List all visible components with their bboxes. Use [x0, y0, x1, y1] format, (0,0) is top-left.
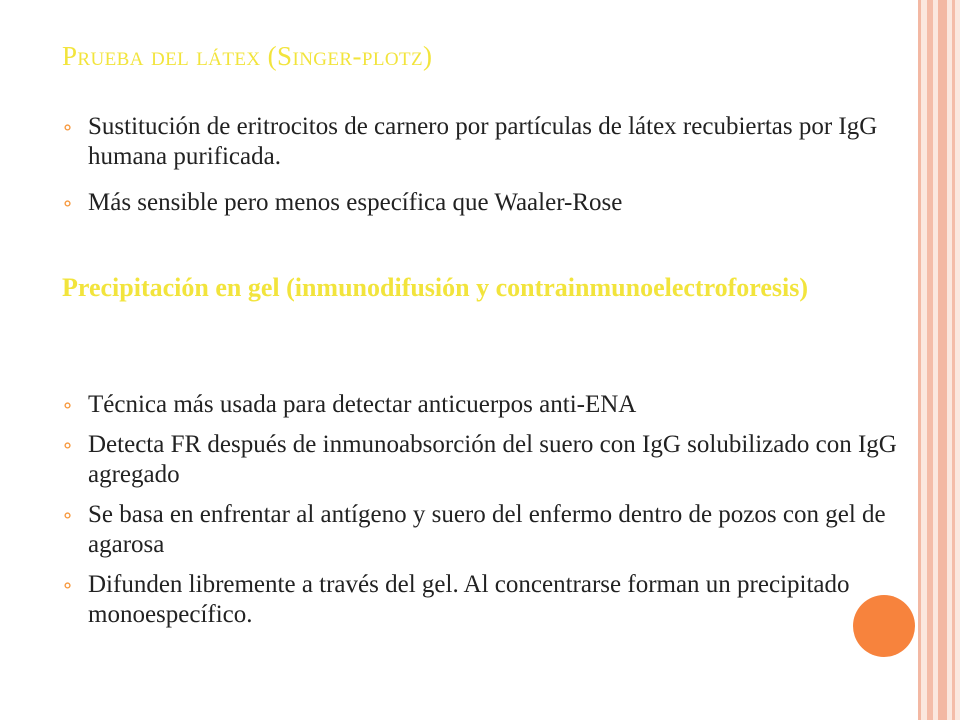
- main-bullet-list: [60, 390, 908, 640]
- bullet-text: Se basa en enfrentar al antígeno y suero del enfermo dentro de pozos con gel de agarosa: [88, 501, 886, 558]
- bullet-text: Sustitución de eritrocitos de carnero por partículas de látex recubiertas por IgG humana purificada.: [88, 113, 878, 170]
- bullet-item: [60, 430, 908, 490]
- slide-title: Prueba del látex (Singer-plotz): [62, 41, 433, 71]
- bullet-icon: ⚬: [60, 194, 76, 215]
- bullet-item: [60, 500, 908, 560]
- decorative-stripe: [938, 0, 947, 720]
- decorative-stripe: [952, 0, 955, 720]
- bullet-icon: ⚬: [60, 506, 76, 527]
- decorative-stripe: [927, 0, 933, 720]
- bullet-text: Técnica más usada para detectar anticuerpos anti-ENA: [88, 391, 637, 418]
- decorative-stripe: [918, 0, 921, 720]
- section-subheading: Precipitación en gel (inmunodifusión y contrainmunoelectroforesis): [62, 273, 809, 302]
- bullet-text: Detecta FR después de inmunoabsorción del suero con IgG solubilizado con IgG agregado: [88, 431, 897, 488]
- bullet-icon: ⚬: [60, 118, 76, 139]
- bullet-text: Más sensible pero menos específica que Waaler-Rose: [88, 189, 623, 216]
- intro-bullet-list: [60, 112, 908, 218]
- bullet-icon: ⚬: [60, 396, 76, 417]
- decorative-circle: [853, 595, 915, 657]
- bullet-item: [60, 390, 908, 420]
- bullet-item: [60, 188, 908, 218]
- bullet-icon: ⚬: [60, 436, 76, 457]
- bullet-text: Difunden libremente a través del gel. Al concentrarse forman un precipitado monoespecífico.: [88, 571, 850, 628]
- bullet-item: [60, 112, 908, 172]
- bullet-icon: ⚬: [60, 576, 76, 597]
- bullet-item: [60, 570, 908, 630]
